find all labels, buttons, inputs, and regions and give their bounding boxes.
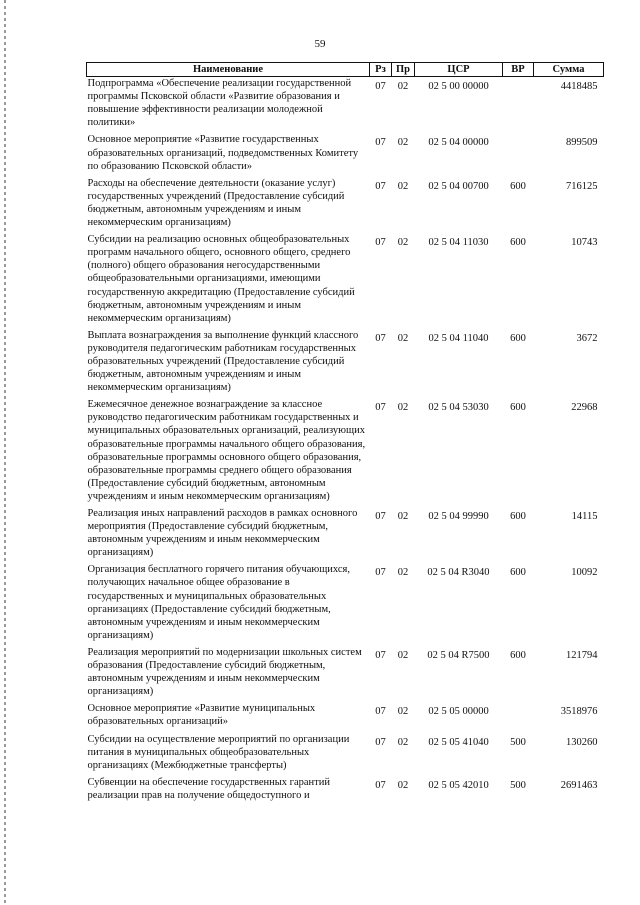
table-header xyxy=(87,63,604,77)
cell-sum: 3518976 xyxy=(560,706,598,718)
cell-name: Выплата вознаграждения за выполнение функций классного руководителя педагогическим работникам государственных образовательных учреждений (Предоставление субсидий бюджетным, автономным учреждениям и иным некоммерческим организациям) xyxy=(87,329,359,394)
cell-vr: 600 xyxy=(510,511,526,522)
cell-pr: 02 xyxy=(397,81,409,93)
cell-name: Организация бесплатного горячего питания обучающихся, получающих начальное общее образование в государственных и муниципальных образовательных организациях (Предоставление субсидий бюджетным, автономным учреждениям и иным некоммерческим организациям) xyxy=(87,564,350,641)
cell-rz: 07 xyxy=(375,237,386,249)
cell-name: Подпрограмма «Обеспечение реализации государственной программы Псковской области «Развитие образования и повышение эффективности реализации молодежной политики» xyxy=(87,78,352,129)
cell-pr: 02 xyxy=(397,180,409,192)
cell-vr: 600 xyxy=(510,649,526,661)
cell-vr: 600 xyxy=(510,237,526,249)
cell-rz: 07 xyxy=(375,137,386,149)
cell-rz: 07 xyxy=(375,180,386,192)
cell-vr xyxy=(503,702,534,732)
table-row xyxy=(87,233,604,329)
table-row xyxy=(87,776,604,806)
cell-csr: 02 5 04 R3040 xyxy=(427,567,490,579)
cell-csr: 02 5 04 00700 xyxy=(428,180,489,192)
cell-vr xyxy=(503,77,534,134)
header-sum: Сумма xyxy=(534,63,604,77)
scan-edge xyxy=(4,0,6,905)
cell-name: Реализация иных направлений расходов в рамках основного мероприятия (Предоставление субсидий бюджетным, автономным учреждениям и иным некоммерческим организациям) xyxy=(87,508,358,559)
cell-vr: 600 xyxy=(510,332,526,344)
page-number: 59 xyxy=(314,38,326,50)
table-row xyxy=(87,177,604,233)
cell-rz: 07 xyxy=(375,567,386,579)
table-row xyxy=(87,77,604,134)
cell-name: Ежемесячное денежное вознаграждение за классное руководство педагогическим работникам государственных и муниципальных образовательных организаций, реализующих образовательные программы начального общего образования, образовательные программы основного общего образования, образовательные программы среднего общего образования (Предоставление субсидий бюджетным, автономным учреждениям и иным некоммерческим организациям) xyxy=(87,399,366,502)
table-row xyxy=(87,507,604,563)
cell-csr: 02 5 04 53030 xyxy=(428,402,489,414)
cell-vr: 600 xyxy=(510,402,526,414)
cell-name: Основное мероприятие «Развитие государственных образовательных организаций, подведомственных Комитету по образованию Псковской области» xyxy=(87,134,359,172)
cell-sum: 130260 xyxy=(566,736,598,748)
cell-name: Основное мероприятие «Развитие муниципальных образовательных организаций» xyxy=(87,703,316,728)
cell-vr: 600 xyxy=(510,180,526,192)
header-rz: Рз xyxy=(370,63,392,77)
cell-pr: 02 xyxy=(397,402,409,414)
budget-table xyxy=(86,62,604,806)
table-row xyxy=(87,733,604,776)
table-row xyxy=(87,646,604,702)
cell-csr: 02 5 04 R7500 xyxy=(427,649,490,661)
cell-rz: 07 xyxy=(375,511,386,522)
cell-sum: 14115 xyxy=(571,511,598,522)
cell-rz: 07 xyxy=(375,779,386,791)
cell-pr: 02 xyxy=(397,137,409,149)
cell-pr: 02 xyxy=(397,511,409,522)
cell-vr: 500 xyxy=(510,736,526,748)
header-csr: ЦСР xyxy=(415,63,503,77)
cell-sum: 3672 xyxy=(576,332,598,344)
cell-pr: 02 xyxy=(397,237,409,249)
cell-rz: 07 xyxy=(375,736,386,748)
cell-sum: 716125 xyxy=(566,180,598,192)
header-name: Наименование xyxy=(87,63,370,77)
cell-name: Реализация мероприятий по модернизации школьных систем образования (Предоставление субсидий бюджетным, автономным учреждениям и иным некоммерческим организациям) xyxy=(87,646,362,698)
table-row xyxy=(87,563,604,646)
cell-sum: 121794 xyxy=(566,649,598,661)
cell-pr: 02 xyxy=(397,736,409,748)
cell-rz: 07 xyxy=(375,649,386,661)
cell-name: Субвенции на обеспечение государственных гарантий реализации прав на получение общедоступного и xyxy=(87,776,330,801)
cell-csr: 02 5 04 11040 xyxy=(428,332,489,344)
table-row xyxy=(87,329,604,398)
cell-vr: 600 xyxy=(510,567,526,579)
cell-sum: 10092 xyxy=(571,567,598,579)
cell-sum: 2691463 xyxy=(560,779,598,791)
cell-sum: 4418485 xyxy=(560,81,598,93)
cell-name: Расходы на обеспечение деятельности (оказание услуг) государственных учреждений (Предоставление субсидий бюджетным, автономным учреждениям и иным некоммерческим организациям) xyxy=(87,177,345,229)
header-vr: ВР xyxy=(503,63,534,77)
cell-sum: 22968 xyxy=(571,402,598,414)
cell-csr: 02 5 04 99990 xyxy=(428,511,489,522)
cell-rz: 07 xyxy=(375,81,386,93)
cell-pr: 02 xyxy=(397,779,409,791)
cell-rz: 07 xyxy=(375,332,386,344)
cell-sum: 899509 xyxy=(566,137,598,149)
table-row xyxy=(87,398,604,507)
table-body xyxy=(87,77,604,806)
cell-name: Субсидии на реализацию основных общеобразовательных программ начального общего, основного общего, среднего (полного) общего образования негосударственными общеобразовательными организациями, имеющими государственную аккредитацию (Предоставление субсидий бюджетным, автономным учреждениям и иным некоммерческим организациям) xyxy=(87,234,355,324)
cell-csr: 02 5 05 41040 xyxy=(428,736,489,748)
cell-rz: 07 xyxy=(375,402,386,414)
cell-pr: 02 xyxy=(397,706,409,718)
cell-rz: 07 xyxy=(375,706,386,718)
cell-name: Субсидии на осуществление мероприятий по организации питания в муниципальных общеобразовательных организациях (Межбюджетные трансферты) xyxy=(87,733,350,771)
cell-sum: 10743 xyxy=(571,237,598,249)
cell-pr: 02 xyxy=(397,567,409,579)
table-row xyxy=(87,133,604,176)
table-row xyxy=(87,702,604,732)
cell-pr: 02 xyxy=(397,649,409,661)
cell-csr: 02 5 05 00000 xyxy=(428,706,489,718)
cell-csr: 02 5 04 00000 xyxy=(428,137,489,149)
cell-csr: 02 5 05 42010 xyxy=(428,779,489,791)
cell-pr: 02 xyxy=(397,332,409,344)
cell-vr: 500 xyxy=(510,779,526,791)
cell-vr xyxy=(503,133,534,176)
cell-csr: 02 5 00 00000 xyxy=(428,81,489,93)
cell-csr: 02 5 04 11030 xyxy=(428,237,489,249)
header-pr: Пр xyxy=(392,63,415,77)
